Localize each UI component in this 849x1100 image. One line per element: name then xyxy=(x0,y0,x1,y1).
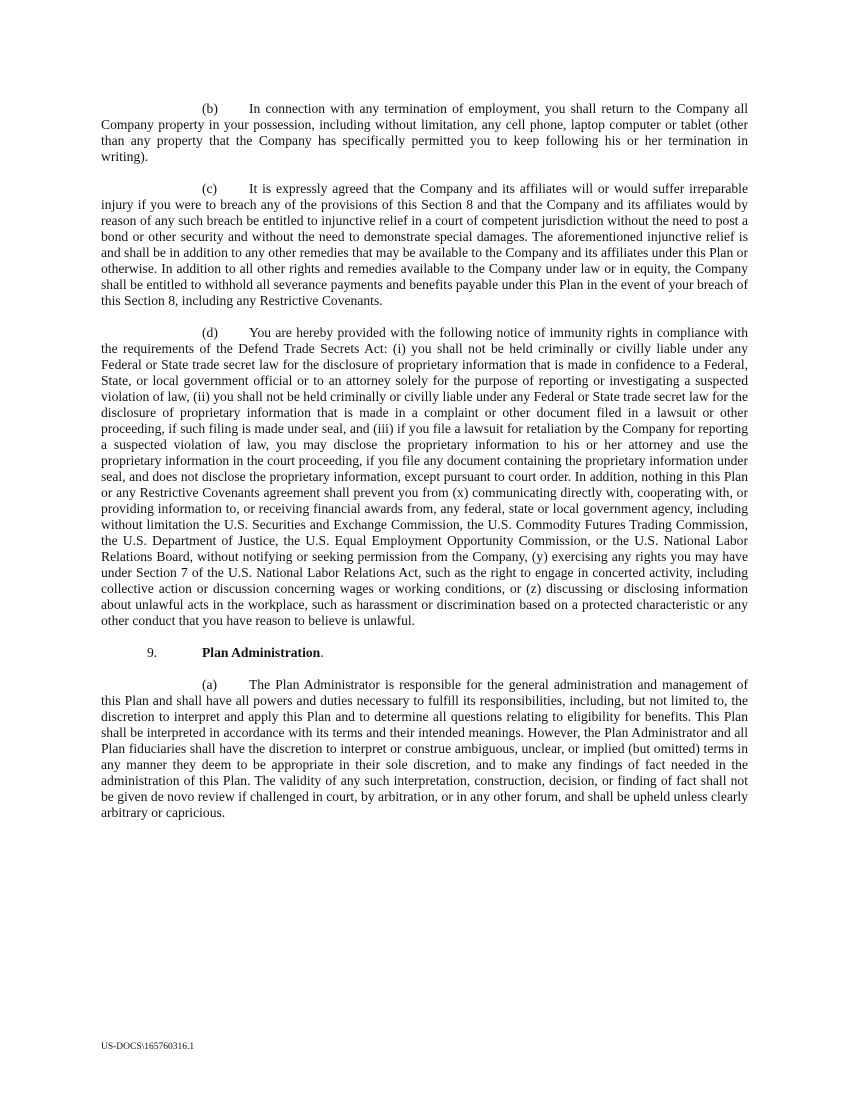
section-9-heading xyxy=(101,645,748,661)
paragraph-text: You are hereby provided with the following notice of immunity rights in compliance with the requirements of the Defend Trade Secrets Act: (i) you shall not be held criminally or civilly liable under any Federal or State trade secret law for the disclosure of proprietary information that is made in confidence to a Federal, State, or local government official or to an attorney solely for the purpose of reporting or investigating a suspected violation of law, (ii) you shall not be held criminally or civilly liable under any Federal or State trade secret law for the disclosure of proprietary information that is made in a complaint or other document filed in a lawsuit or other proceeding, if such filing is made under seal, and (iii) if you file a lawsuit for retaliation by the Company for reporting a suspected violation of law, you may disclose the proprietary information to his or her attorney and use the proprietary information in the court proceeding, if you file any document containing the proprietary information under seal, and does not disclose the proprietary information, except pursuant to court order. In addition, nothing in this Plan or any Restrictive Covenants agreement shall prevent you from (x) communicating directly with, cooperating with, or providing information to, or receiving financial awards from, any federal, state or local government agency, including without limitation the U.S. Securities and Exchange Commission, the U.S. Commodity Futures Trading Commission, the U.S. Department of Justice, the U.S. Equal Employment Opportunity Commission, or the U.S. National Labor Relations Board, without notifying or seeking permission from the Company, (y) exercising any rights you may have under Section 7 of the U.S. National Labor Relations Act, such as the right to engage in concerted activity, including collective action or discussion concerning wages or working conditions, or (z) discussing or disclosing information about unlawful acts in the workplace, such as harassment or discrimination based on a protected characteristic or any other conduct that you have reason to believe is unlawful. xyxy=(101,325,748,628)
section-title: Plan Administration xyxy=(202,645,321,660)
paragraph-8c xyxy=(101,181,748,309)
section-title-period: . xyxy=(320,645,324,660)
paragraph-9a xyxy=(101,677,748,821)
paragraph-text: In connection with any termination of employment, you shall return to the Company all Company property in your possession, including without limitation, any cell phone, laptop computer or tablet (other than any property that the Company has specifically permitted you to keep following his or her termination in writing). xyxy=(101,101,748,164)
paragraph-label: (d) xyxy=(202,325,218,340)
paragraph-8d xyxy=(101,325,748,629)
paragraph-label: (c) xyxy=(202,181,218,196)
paragraph-text: The Plan Administrator is responsible for the general administration and management of this Plan and shall have all powers and duties necessary to fulfill its responsibilities, including, but not limited to, the discretion to interpret and apply this Plan and to determine all questions relating to eligibility for benefits. This Plan shall be interpreted in accordance with its terms and their intended meanings. However, the Plan Administrator and all Plan fiduciaries shall have the discretion to interpret or construe ambiguous, unclear, or implied (but omitted) terms in any manner they deem to be appropriate in their sole discretion, and to make any findings of fact needed in the administration of this Plan. The validity of any such interpretation, construction, decision, or finding of fact shall not be given de novo review if challenged in court, by arbitration, or in any other forum, and shall be upheld unless clearly arbitrary or capricious. xyxy=(101,677,748,820)
paragraph-8b xyxy=(101,101,748,165)
paragraph-label: (b) xyxy=(202,101,218,116)
paragraph-label: (a) xyxy=(202,677,218,692)
document-body xyxy=(101,101,748,837)
section-number: 9. xyxy=(147,645,158,660)
paragraph-text: It is expressly agreed that the Company and its affiliates will or would suffer irreparable injury if you were to breach any of the provisions of this Section 8 and that the Company and its affiliates would by reason of any such breach be entitled to injunctive relief in a court of competent jurisdiction without the need to post a bond or other security and without the need to demonstrate special damages. The aforementioned injunctive relief is and shall be in addition to any other remedies that may be available to the Company and its affiliates under this Plan or otherwise. In addition to all other rights and remedies available to the Company under law or in equity, the Company shall be entitled to withhold all severance payments and benefits payable under this Plan in the event of your breach of this Section 8, including any Restrictive Covenants. xyxy=(101,181,748,308)
footer-doc-id: US-DOCS\165760316.1 xyxy=(101,1042,195,1052)
